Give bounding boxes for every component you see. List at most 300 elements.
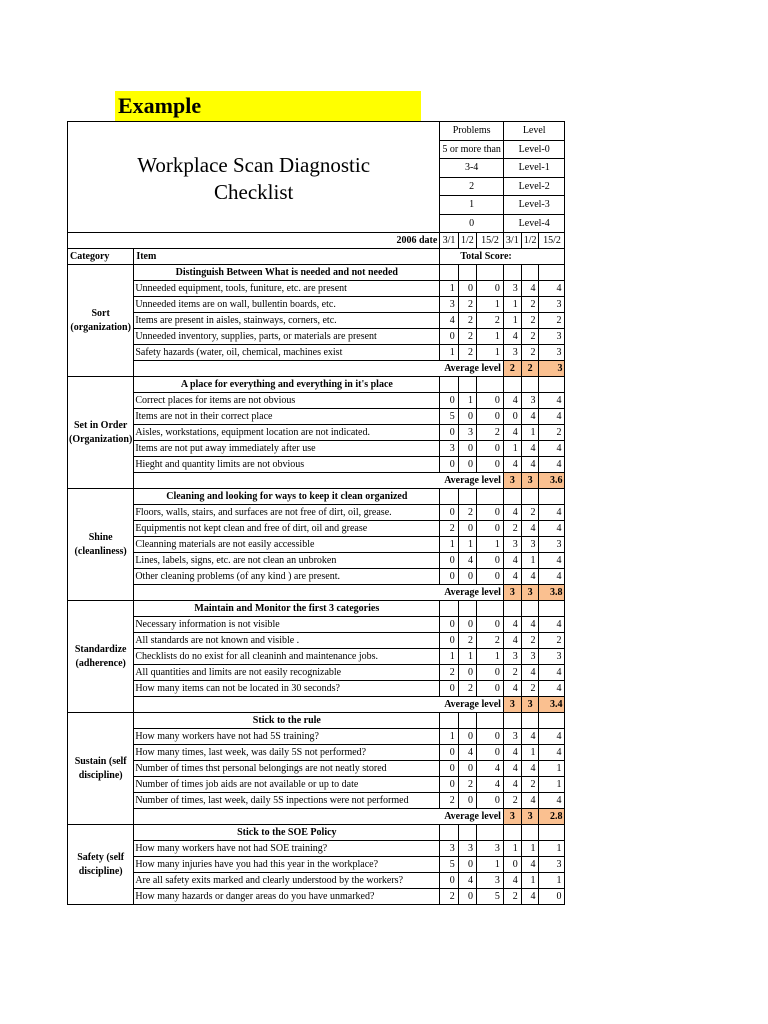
item-text: Items are not in their correct place bbox=[134, 409, 440, 425]
level-score: 4 bbox=[503, 505, 521, 521]
level-score: 4 bbox=[503, 425, 521, 441]
item-row bbox=[68, 505, 565, 521]
level-score: 2 bbox=[521, 681, 539, 697]
average-value: 3 bbox=[539, 361, 565, 377]
empty-cell bbox=[539, 489, 565, 505]
problem-count: 2 bbox=[458, 313, 476, 329]
average-row bbox=[68, 809, 565, 825]
problem-count: 0 bbox=[477, 393, 504, 409]
level-score: 2 bbox=[503, 889, 521, 905]
level-score: 4 bbox=[521, 457, 539, 473]
level-score: 1 bbox=[539, 777, 565, 793]
item-text: Number of times, last week, daily 5S inpections were not performed bbox=[134, 793, 440, 809]
problem-count: 1 bbox=[477, 329, 504, 345]
problem-count: 4 bbox=[477, 761, 504, 777]
average-row bbox=[68, 585, 565, 601]
level-score: 4 bbox=[503, 393, 521, 409]
item-text: Cleanning materials are not easily accessible bbox=[134, 537, 440, 553]
level-score: 4 bbox=[539, 729, 565, 745]
problem-count: 0 bbox=[440, 617, 458, 633]
average-value: 3 bbox=[521, 809, 539, 825]
empty-cell bbox=[440, 377, 458, 393]
problem-count: 4 bbox=[458, 553, 476, 569]
date-cell: 3/1 bbox=[440, 233, 458, 249]
level-score: 2 bbox=[503, 521, 521, 537]
problem-count: 2 bbox=[440, 521, 458, 537]
level-score: 4 bbox=[503, 569, 521, 585]
item-text: Checklists do no exist for all cleaninh and maintenance jobs. bbox=[134, 649, 440, 665]
problem-count: 1 bbox=[477, 857, 504, 873]
average-value: 3 bbox=[503, 809, 521, 825]
item-row bbox=[68, 617, 565, 633]
empty-cell bbox=[477, 265, 504, 281]
problem-count: 3 bbox=[440, 297, 458, 313]
problem-count: 0 bbox=[458, 857, 476, 873]
category-name: Sort (organization) bbox=[68, 265, 134, 377]
average-value: 3 bbox=[503, 473, 521, 489]
section-header: Distinguish Between What is needed and not needed bbox=[134, 265, 440, 281]
level-score: 1 bbox=[539, 841, 565, 857]
column-header-row bbox=[68, 249, 565, 265]
empty-cell bbox=[503, 601, 521, 617]
average-value: 2 bbox=[521, 361, 539, 377]
level-score: 4 bbox=[503, 777, 521, 793]
problem-count: 0 bbox=[440, 393, 458, 409]
level-score: 4 bbox=[503, 553, 521, 569]
level-score: 4 bbox=[539, 521, 565, 537]
total-score-label: Total Score: bbox=[440, 249, 565, 265]
problem-count: 2 bbox=[440, 665, 458, 681]
problem-count: 0 bbox=[440, 761, 458, 777]
problem-count: 1 bbox=[440, 729, 458, 745]
section-header-row bbox=[68, 377, 565, 393]
item-row bbox=[68, 729, 565, 745]
item-row bbox=[68, 393, 565, 409]
category-name: Safety (self discipline) bbox=[68, 825, 134, 905]
problem-count: 5 bbox=[440, 857, 458, 873]
item-row bbox=[68, 633, 565, 649]
problem-count: 2 bbox=[477, 313, 504, 329]
category-name: Sustain (self discipline) bbox=[68, 713, 134, 825]
level-score: 4 bbox=[539, 393, 565, 409]
empty-cell bbox=[539, 601, 565, 617]
level-score: 4 bbox=[539, 569, 565, 585]
item-column-header: Item bbox=[134, 249, 440, 265]
item-text: Lines, labels, signs, etc. are not clean an unbroken bbox=[134, 553, 440, 569]
average-label: Average level bbox=[134, 809, 504, 825]
item-row bbox=[68, 681, 565, 697]
section-header-row bbox=[68, 265, 565, 281]
item-text: All quantities and limits are not easily recognizable bbox=[134, 665, 440, 681]
empty-cell bbox=[440, 489, 458, 505]
level-score: 2 bbox=[521, 329, 539, 345]
problem-count: 2 bbox=[440, 889, 458, 905]
legend-level: Level-3 bbox=[503, 196, 565, 215]
problem-count: 4 bbox=[477, 777, 504, 793]
problem-count: 0 bbox=[458, 457, 476, 473]
level-score: 3 bbox=[539, 345, 565, 361]
item-row bbox=[68, 313, 565, 329]
empty-cell bbox=[539, 265, 565, 281]
level-score: 3 bbox=[521, 649, 539, 665]
category-name: Standardize (adherence) bbox=[68, 601, 134, 713]
level-score: 1 bbox=[521, 841, 539, 857]
level-score: 2 bbox=[503, 665, 521, 681]
level-score: 4 bbox=[521, 521, 539, 537]
empty-cell bbox=[477, 377, 504, 393]
item-text: How many workers have not had SOE training? bbox=[134, 841, 440, 857]
level-score: 4 bbox=[539, 457, 565, 473]
checklist-title bbox=[68, 122, 440, 233]
item-row bbox=[68, 409, 565, 425]
item-text: Necessary information is not visible bbox=[134, 617, 440, 633]
level-score: 2 bbox=[521, 777, 539, 793]
date-cell: 1/2 bbox=[458, 233, 476, 249]
average-value: 3.6 bbox=[539, 473, 565, 489]
empty-cell bbox=[521, 601, 539, 617]
level-score: 3 bbox=[503, 649, 521, 665]
level-score: 3 bbox=[539, 649, 565, 665]
item-text: Number of times job aids are not available or up to date bbox=[134, 777, 440, 793]
legend-problems: 0 bbox=[440, 214, 504, 233]
average-value: 3.4 bbox=[539, 697, 565, 713]
problem-count: 0 bbox=[458, 729, 476, 745]
problem-count: 4 bbox=[440, 313, 458, 329]
checklist-body bbox=[68, 122, 565, 905]
empty-cell bbox=[539, 825, 565, 841]
problem-count: 0 bbox=[477, 729, 504, 745]
level-score: 1 bbox=[503, 841, 521, 857]
legend-problems: 5 or more than bbox=[440, 140, 504, 159]
empty-cell bbox=[477, 489, 504, 505]
problem-count: 0 bbox=[477, 457, 504, 473]
problem-count: 1 bbox=[458, 649, 476, 665]
level-score: 0 bbox=[503, 409, 521, 425]
level-score: 4 bbox=[521, 761, 539, 777]
average-value: 3 bbox=[521, 697, 539, 713]
level-score: 3 bbox=[503, 281, 521, 297]
problem-count: 0 bbox=[477, 617, 504, 633]
problem-count: 0 bbox=[458, 281, 476, 297]
problem-count: 0 bbox=[458, 889, 476, 905]
problem-count: 1 bbox=[477, 345, 504, 361]
problem-count: 0 bbox=[440, 681, 458, 697]
level-score: 2 bbox=[521, 345, 539, 361]
level-score: 4 bbox=[503, 681, 521, 697]
problem-count: 2 bbox=[458, 297, 476, 313]
problem-count: 0 bbox=[458, 793, 476, 809]
problem-count: 0 bbox=[477, 793, 504, 809]
problem-count: 0 bbox=[440, 505, 458, 521]
average-label: Average level bbox=[134, 585, 504, 601]
average-row bbox=[68, 473, 565, 489]
level-score: 4 bbox=[539, 441, 565, 457]
level-score: 2 bbox=[521, 633, 539, 649]
problem-count: 4 bbox=[458, 873, 476, 889]
average-label: Average level bbox=[134, 361, 504, 377]
level-score: 1 bbox=[521, 425, 539, 441]
date-cell: 15/2 bbox=[477, 233, 504, 249]
empty-cell bbox=[539, 377, 565, 393]
level-score: 3 bbox=[503, 729, 521, 745]
section-header-row bbox=[68, 713, 565, 729]
level-score: 0 bbox=[503, 857, 521, 873]
legend-problems: 1 bbox=[440, 196, 504, 215]
problem-count: 0 bbox=[458, 665, 476, 681]
item-text: Other cleaning problems (of any kind ) are present. bbox=[134, 569, 440, 585]
item-row bbox=[68, 329, 565, 345]
title-line-2: Checklist bbox=[214, 180, 294, 204]
empty-cell bbox=[458, 377, 476, 393]
problem-count: 3 bbox=[440, 441, 458, 457]
item-text: All standards are not known and visible . bbox=[134, 633, 440, 649]
average-value: 3 bbox=[521, 585, 539, 601]
average-row bbox=[68, 697, 565, 713]
level-score: 3 bbox=[521, 537, 539, 553]
level-score: 3 bbox=[521, 393, 539, 409]
problem-count: 1 bbox=[440, 281, 458, 297]
problem-count: 3 bbox=[477, 841, 504, 857]
level-score: 3 bbox=[539, 857, 565, 873]
example-banner: Example bbox=[115, 91, 421, 121]
problem-count: 5 bbox=[477, 889, 504, 905]
level-score: 4 bbox=[521, 441, 539, 457]
item-text: How many items can not be located in 30 seconds? bbox=[134, 681, 440, 697]
level-score: 2 bbox=[539, 313, 565, 329]
empty-cell bbox=[440, 601, 458, 617]
legend-problems: 3-4 bbox=[440, 159, 504, 178]
problem-count: 0 bbox=[458, 569, 476, 585]
section-header: Cleaning and looking for ways to keep it clean organized bbox=[134, 489, 440, 505]
problem-count: 0 bbox=[458, 409, 476, 425]
empty-cell bbox=[503, 825, 521, 841]
level-score: 2 bbox=[503, 793, 521, 809]
legend-level: Level-2 bbox=[503, 177, 565, 196]
date-cell: 3/1 bbox=[503, 233, 521, 249]
level-score: 2 bbox=[539, 633, 565, 649]
item-text: Floors, walls, stairs, and surfaces are not free of dirt, oil, grease. bbox=[134, 505, 440, 521]
level-score: 4 bbox=[503, 633, 521, 649]
problem-count: 0 bbox=[440, 777, 458, 793]
level-score: 4 bbox=[503, 873, 521, 889]
level-score: 4 bbox=[539, 665, 565, 681]
item-row bbox=[68, 873, 565, 889]
category-name: Shine (cleanliness) bbox=[68, 489, 134, 601]
item-row bbox=[68, 537, 565, 553]
item-text: Unneeded equipment, tools, funiture, etc. are present bbox=[134, 281, 440, 297]
item-row bbox=[68, 553, 565, 569]
section-header: Maintain and Monitor the first 3 categories bbox=[134, 601, 440, 617]
problem-count: 2 bbox=[477, 633, 504, 649]
problem-count: 0 bbox=[477, 553, 504, 569]
level-score: 3 bbox=[539, 297, 565, 313]
empty-cell bbox=[503, 489, 521, 505]
item-text: Number of times thst personal belongings are not neatly stored bbox=[134, 761, 440, 777]
item-row bbox=[68, 569, 565, 585]
title-line-1: Workplace Scan Diagnostic bbox=[137, 153, 371, 177]
item-text: How many injuries have you had this year in the workplace? bbox=[134, 857, 440, 873]
problem-count: 0 bbox=[440, 553, 458, 569]
level-score: 3 bbox=[539, 329, 565, 345]
empty-cell bbox=[477, 713, 504, 729]
level-score: 1 bbox=[521, 873, 539, 889]
item-row bbox=[68, 441, 565, 457]
level-score: 4 bbox=[521, 793, 539, 809]
section-header-row bbox=[68, 489, 565, 505]
section-header: Stick to the SOE Policy bbox=[134, 825, 440, 841]
problem-count: 2 bbox=[458, 505, 476, 521]
problem-count: 0 bbox=[477, 681, 504, 697]
problem-count: 0 bbox=[440, 745, 458, 761]
average-value: 2.8 bbox=[539, 809, 565, 825]
problem-count: 0 bbox=[477, 441, 504, 457]
item-text: Hieght and quantity limits are not obvious bbox=[134, 457, 440, 473]
empty-cell bbox=[458, 265, 476, 281]
item-text: Are all safety exits marked and clearly understood by the workers? bbox=[134, 873, 440, 889]
problem-count: 2 bbox=[458, 681, 476, 697]
level-score: 4 bbox=[521, 729, 539, 745]
empty-cell bbox=[521, 825, 539, 841]
item-text: Equipmentis not kept clean and free of dirt, oil and grease bbox=[134, 521, 440, 537]
average-label: Average level bbox=[134, 473, 504, 489]
level-score: 4 bbox=[539, 793, 565, 809]
problem-count: 0 bbox=[458, 617, 476, 633]
empty-cell bbox=[458, 489, 476, 505]
empty-cell bbox=[440, 713, 458, 729]
problem-count: 3 bbox=[458, 841, 476, 857]
level-score: 4 bbox=[521, 889, 539, 905]
item-text: Unneeded inventory, supplies, parts, or materials are present bbox=[134, 329, 440, 345]
problem-count: 0 bbox=[440, 633, 458, 649]
item-row bbox=[68, 793, 565, 809]
problem-count: 0 bbox=[477, 665, 504, 681]
date-row bbox=[68, 233, 565, 249]
category-column-header: Category bbox=[68, 249, 134, 265]
average-value: 3 bbox=[503, 697, 521, 713]
problem-count: 4 bbox=[458, 745, 476, 761]
problem-count: 0 bbox=[477, 521, 504, 537]
section-header-row bbox=[68, 601, 565, 617]
empty-cell bbox=[458, 601, 476, 617]
item-row bbox=[68, 761, 565, 777]
item-text: How many hazards or danger areas do you have unmarked? bbox=[134, 889, 440, 905]
item-row bbox=[68, 857, 565, 873]
level-score: 1 bbox=[539, 873, 565, 889]
level-score: 4 bbox=[539, 745, 565, 761]
average-value: 3 bbox=[521, 473, 539, 489]
problem-count: 1 bbox=[458, 393, 476, 409]
problem-count: 0 bbox=[440, 569, 458, 585]
item-row bbox=[68, 457, 565, 473]
problem-count: 0 bbox=[477, 505, 504, 521]
section-header-row bbox=[68, 825, 565, 841]
problem-count: 2 bbox=[458, 777, 476, 793]
item-row bbox=[68, 745, 565, 761]
level-score: 3 bbox=[503, 537, 521, 553]
empty-cell bbox=[503, 377, 521, 393]
item-row bbox=[68, 649, 565, 665]
empty-cell bbox=[521, 265, 539, 281]
average-value: 3.8 bbox=[539, 585, 565, 601]
legend-header-row bbox=[68, 122, 565, 141]
empty-cell bbox=[440, 265, 458, 281]
problem-count: 1 bbox=[477, 537, 504, 553]
section-header: Stick to the rule bbox=[134, 713, 440, 729]
item-text: Unneeded items are on wall, bullentin boards, etc. bbox=[134, 297, 440, 313]
item-row bbox=[68, 521, 565, 537]
item-row bbox=[68, 841, 565, 857]
problem-count: 1 bbox=[440, 537, 458, 553]
date-cell: 15/2 bbox=[539, 233, 565, 249]
level-score: 4 bbox=[521, 281, 539, 297]
problem-count: 0 bbox=[477, 569, 504, 585]
empty-cell bbox=[458, 713, 476, 729]
problem-count: 0 bbox=[477, 745, 504, 761]
empty-cell bbox=[440, 825, 458, 841]
level-score: 4 bbox=[539, 281, 565, 297]
problem-count: 0 bbox=[458, 761, 476, 777]
date-label: 2006 date bbox=[68, 233, 440, 249]
item-row bbox=[68, 425, 565, 441]
problem-count: 3 bbox=[440, 841, 458, 857]
problem-count: 0 bbox=[440, 873, 458, 889]
empty-cell bbox=[477, 601, 504, 617]
level-score: 1 bbox=[503, 313, 521, 329]
empty-cell bbox=[503, 713, 521, 729]
legend-level: Level-4 bbox=[503, 214, 565, 233]
category-name: Set in Order (Organization) bbox=[68, 377, 134, 489]
level-score: 3 bbox=[539, 537, 565, 553]
level-score: 2 bbox=[521, 505, 539, 521]
empty-cell bbox=[477, 825, 504, 841]
problem-count: 0 bbox=[458, 441, 476, 457]
item-row bbox=[68, 345, 565, 361]
problem-count: 0 bbox=[440, 329, 458, 345]
problem-count: 3 bbox=[477, 873, 504, 889]
legend-problems: 2 bbox=[440, 177, 504, 196]
problem-count: 3 bbox=[458, 425, 476, 441]
item-row bbox=[68, 297, 565, 313]
level-score: 1 bbox=[503, 441, 521, 457]
level-score: 1 bbox=[521, 553, 539, 569]
level-score: 1 bbox=[539, 761, 565, 777]
level-score: 2 bbox=[521, 313, 539, 329]
level-score: 4 bbox=[503, 617, 521, 633]
item-text: How many times, last week, was daily 5S not performed? bbox=[134, 745, 440, 761]
level-score: 0 bbox=[539, 889, 565, 905]
problem-count: 1 bbox=[477, 297, 504, 313]
legend-problems-header: Problems bbox=[440, 122, 504, 141]
average-value: 3 bbox=[503, 585, 521, 601]
problem-count: 1 bbox=[440, 649, 458, 665]
level-score: 4 bbox=[503, 745, 521, 761]
problem-count: 0 bbox=[458, 521, 476, 537]
average-label: Average level bbox=[134, 697, 504, 713]
problem-count: 2 bbox=[440, 793, 458, 809]
problem-count: 2 bbox=[458, 345, 476, 361]
empty-cell bbox=[503, 265, 521, 281]
level-score: 4 bbox=[539, 617, 565, 633]
level-score: 4 bbox=[521, 665, 539, 681]
level-score: 2 bbox=[521, 297, 539, 313]
item-text: Correct places for items are not obvious bbox=[134, 393, 440, 409]
item-row bbox=[68, 889, 565, 905]
legend-level: Level-1 bbox=[503, 159, 565, 178]
item-text: Aisles, workstations, equipment location are not indicated. bbox=[134, 425, 440, 441]
level-score: 4 bbox=[503, 457, 521, 473]
problem-count: 2 bbox=[477, 425, 504, 441]
problem-count: 1 bbox=[477, 649, 504, 665]
